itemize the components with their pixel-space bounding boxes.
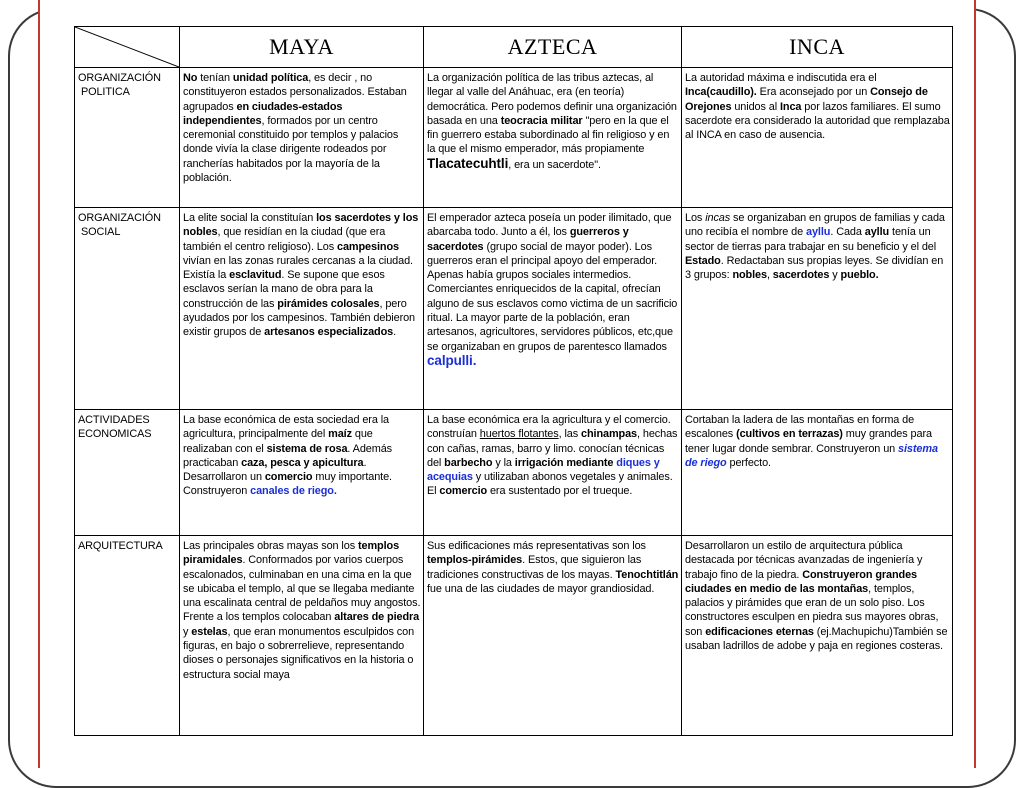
text-run: barbecho xyxy=(444,456,493,469)
row-organizacion-politica xyxy=(75,68,953,208)
cell-maya xyxy=(180,208,424,410)
row-label-line1: ARQUITECTURA xyxy=(78,540,163,552)
row-label-line1: ORGANIZACIÓN xyxy=(78,72,161,84)
text-run: , las xyxy=(558,428,582,441)
text-run: altares de piedra xyxy=(334,611,420,624)
text-run: sacerdotes xyxy=(772,269,830,282)
text-run: . xyxy=(393,326,397,339)
text-run: La base económica de esta sociedad era la agricultura, principalmente del xyxy=(183,414,389,441)
text-run: los sacerdotes y los nobles xyxy=(183,212,419,239)
text-run: , pero ayudados por los campesinos. También debieron existir grupos de xyxy=(183,297,416,339)
header-row xyxy=(75,27,953,68)
text-run: templos-pirámides xyxy=(427,554,523,567)
row-actividades-economicas xyxy=(75,410,953,536)
row-label-line2: SOCIAL xyxy=(80,226,121,239)
text-run: La autoridad máxima e indiscutida era el xyxy=(685,72,877,84)
text-run: , xyxy=(766,269,773,282)
text-run: (ej.Machupichu)También se usaban ladrillos de adobe y paja en regiones costeras. xyxy=(685,625,948,653)
text-run: Tenochtitlán xyxy=(615,568,679,581)
text-run: , formados por un centro ceremonial constituido por templos y palacios donde vivía la clase dirigente rodeados por rancherías habitados por la mayoría de la población. xyxy=(183,114,399,185)
header-azteca: AZTECA xyxy=(424,27,682,68)
text-run: pueblo. xyxy=(840,269,879,282)
cell-inca xyxy=(682,410,953,536)
text-run: estelas xyxy=(191,625,228,638)
cell-azteca xyxy=(424,536,682,736)
text-run: artesanos especializados xyxy=(264,326,394,339)
text-run: comercio xyxy=(439,485,488,498)
text-run: , es decir , no constituyeron estados personalizados. Estaban agrupados xyxy=(183,72,407,113)
text-run: guerreros y sacerdotes xyxy=(427,226,629,253)
text-run: Construyeron grandes ciudades en medio de las montañas xyxy=(685,568,917,595)
text-run: La organización política de las tribus aztecas, al llegar al valle del Anáhuac, era (en teoría) democrática. Pero podemos definir una organización basada en una xyxy=(427,72,677,127)
text-run: huertos flotantes xyxy=(479,428,559,441)
row-label xyxy=(75,208,180,410)
cell-azteca xyxy=(424,208,682,410)
text-run: ayllu xyxy=(864,226,890,239)
text-run: y la xyxy=(492,456,515,469)
text-run: (grupo social de mayor poder). Los guerreros eran el principal apoyo del emperador. Apenas había grupos sociales intermedios. Comerciantes enriquecidos de la capital, ofrecían alguno de sus esclavos como victima de un sacrificio ritual. La mayor parte de la población, eran artesanos, agricultores, servidores públicos, etc,que se organizaban en grupos de parentesco llamados xyxy=(427,240,678,353)
corner-cell xyxy=(75,27,180,68)
text-run: , que eran monumentos esculpidos con figuras, en bajo o sobrerrelieve, representando dioses o personajes significativos en la historia o estructura social maya xyxy=(183,625,415,681)
text-run: canales de riego. xyxy=(250,485,337,498)
comparison-table xyxy=(74,26,953,736)
text-run: caza, pesca y apicultura xyxy=(241,456,364,469)
row-arquitectura xyxy=(75,536,953,736)
text-run: . Desarrollaron un xyxy=(183,456,367,484)
text-run: La elite social la constituían xyxy=(183,212,317,224)
text-run: pirámides colosales xyxy=(277,297,380,310)
row-label-line2: POLITICA xyxy=(80,86,130,99)
diagonal-line xyxy=(75,27,179,67)
cell-azteca xyxy=(424,68,682,208)
text-run: . Estos, que siguieron las tradiciones constructivas de los mayas. xyxy=(427,554,642,581)
row-label xyxy=(75,536,180,736)
row-label-line1: ACTIVIDADES xyxy=(78,414,150,426)
text-run: y xyxy=(183,625,192,638)
text-run: teocracia militar xyxy=(500,114,583,127)
text-run: tenían xyxy=(197,72,233,84)
text-run: campesinos xyxy=(337,240,399,253)
cell-maya xyxy=(180,410,424,536)
text-run: Tlacatecuhtli xyxy=(427,155,509,171)
text-run: incas xyxy=(705,212,731,224)
text-run: , templos, palacios y pirámides que eran de un solo piso. Los constructores esculpen en piedra sus mayores obras, son xyxy=(685,582,939,638)
text-run: y xyxy=(829,269,841,282)
text-run: en ciudades-estados independientes xyxy=(183,100,343,127)
text-run: fue una de las ciudades de mayor grandiosidad. xyxy=(427,582,655,595)
text-run: se organizaban en grupos de familias y cada uno recibía el nombre de xyxy=(685,212,945,239)
cell-inca xyxy=(682,536,953,736)
text-run: El emperador azteca poseía un poder ilimitado, que abarcaba todo. Junto a él, los xyxy=(427,212,672,239)
text-run: Era aconsejado por un xyxy=(756,86,871,99)
cell-inca xyxy=(682,68,953,208)
cell-inca xyxy=(682,208,953,410)
text-run: Los xyxy=(685,212,706,224)
right-red-rule xyxy=(974,0,976,768)
cell-maya xyxy=(180,68,424,208)
text-run: Sus edificaciones más representativas son los xyxy=(427,540,646,552)
text-run: muy importante. Construyeron xyxy=(183,471,392,498)
text-run: muy grandes para tener lugar donde sembrar. Construyeron un xyxy=(685,428,932,455)
text-run: . Cada xyxy=(830,226,865,239)
text-run: . Redactaban sus propias leyes. Se dividían en 3 grupos: xyxy=(685,254,944,282)
text-run: sistema de rosa xyxy=(266,442,348,455)
header-maya: MAYA xyxy=(180,27,424,68)
text-run: Las principales obras mayas son los xyxy=(183,540,358,552)
text-run: calpulli. xyxy=(427,352,477,368)
row-label xyxy=(75,68,180,208)
text-run: y utilizaban abonos vegetales y animales. El xyxy=(427,471,673,498)
text-run: . Además practicaban xyxy=(183,442,393,469)
text-run: nobles xyxy=(732,269,767,282)
text-run: Desarrollaron un estilo de arquitectura pública destacada por técnicas avanzadas de ingeniería y trabajo fino de la piedra. xyxy=(685,540,923,581)
text-run: irrigación mediante xyxy=(514,456,617,469)
text-run: tenía un sector de tierras para trabajar en su beneficio y el del xyxy=(685,226,937,253)
text-run: comercio xyxy=(264,471,313,484)
text-run: templos piramidales xyxy=(183,540,400,567)
slide-content xyxy=(40,0,974,768)
text-run: esclavitud xyxy=(229,269,282,282)
text-run: que realizaban con el xyxy=(183,428,373,455)
text-run: ayllu xyxy=(806,226,831,239)
text-run: . Conformados por varios cuerpos escalonados, culminaban en una cima en la que se ubicaba el templo, al que se llegaba mediante una escalinata central de peldaños muy angostos. Frente a los templos colocaban xyxy=(183,554,421,624)
text-run: Estado xyxy=(685,254,721,267)
text-run: Inca(caudillo). xyxy=(685,86,757,99)
cell-maya xyxy=(180,536,424,736)
cell-azteca xyxy=(424,410,682,536)
text-run: (cultivos en terrazas) xyxy=(736,428,843,441)
text-run: No xyxy=(183,72,198,84)
text-run: maíz xyxy=(328,428,352,441)
header-inca: INCA xyxy=(682,27,953,68)
text-run: unidad política xyxy=(232,72,309,84)
text-run: por lazos familiares. El sumo sacerdote era considerado la autoridad que remplazaba al INCA en caso de ausencia. xyxy=(685,100,950,142)
text-run: , que residían en la ciudad (que era también el centro religioso). Los xyxy=(183,226,386,253)
text-run: edificaciones eternas xyxy=(705,625,814,638)
text-run: Cortaban la ladera de las montañas en forma de escalones xyxy=(685,414,915,441)
text-run: , era un sacerdote". xyxy=(508,158,601,171)
text-run: Inca xyxy=(779,100,802,113)
text-run: , hechas con cañas, ramas, barro y limo. conocían técnicas del xyxy=(427,428,678,469)
text-run: era sustentado por el trueque. xyxy=(487,485,633,498)
text-run: sistema de riego xyxy=(685,442,938,469)
row-label-line2: ECONOMICAS xyxy=(78,428,152,441)
row-label-line1: ORGANIZACIÓN xyxy=(78,212,161,224)
row-organizacion-social xyxy=(75,208,953,410)
text-run: La base económica era la agricultura y el comercio. construían xyxy=(427,414,671,441)
text-run: unidos al xyxy=(731,100,780,113)
text-run: perfecto. xyxy=(726,456,771,469)
text-run: chinampas xyxy=(581,428,638,441)
text-run: "pero en la que el fin guerrero estaba subordinado al fin religioso y en la que el mismo emperador, más propiamente xyxy=(427,114,670,156)
text-run: vivían en las zonas rurales cercanas a la ciudad. Existía la xyxy=(183,254,413,282)
text-run: diques y acequias xyxy=(427,456,660,484)
row-label xyxy=(75,410,180,536)
text-run: . Se supone que esos esclavos serían la mano de obra para la construcción de las xyxy=(183,269,385,310)
text-run: Consejo de Orejones xyxy=(685,86,928,113)
